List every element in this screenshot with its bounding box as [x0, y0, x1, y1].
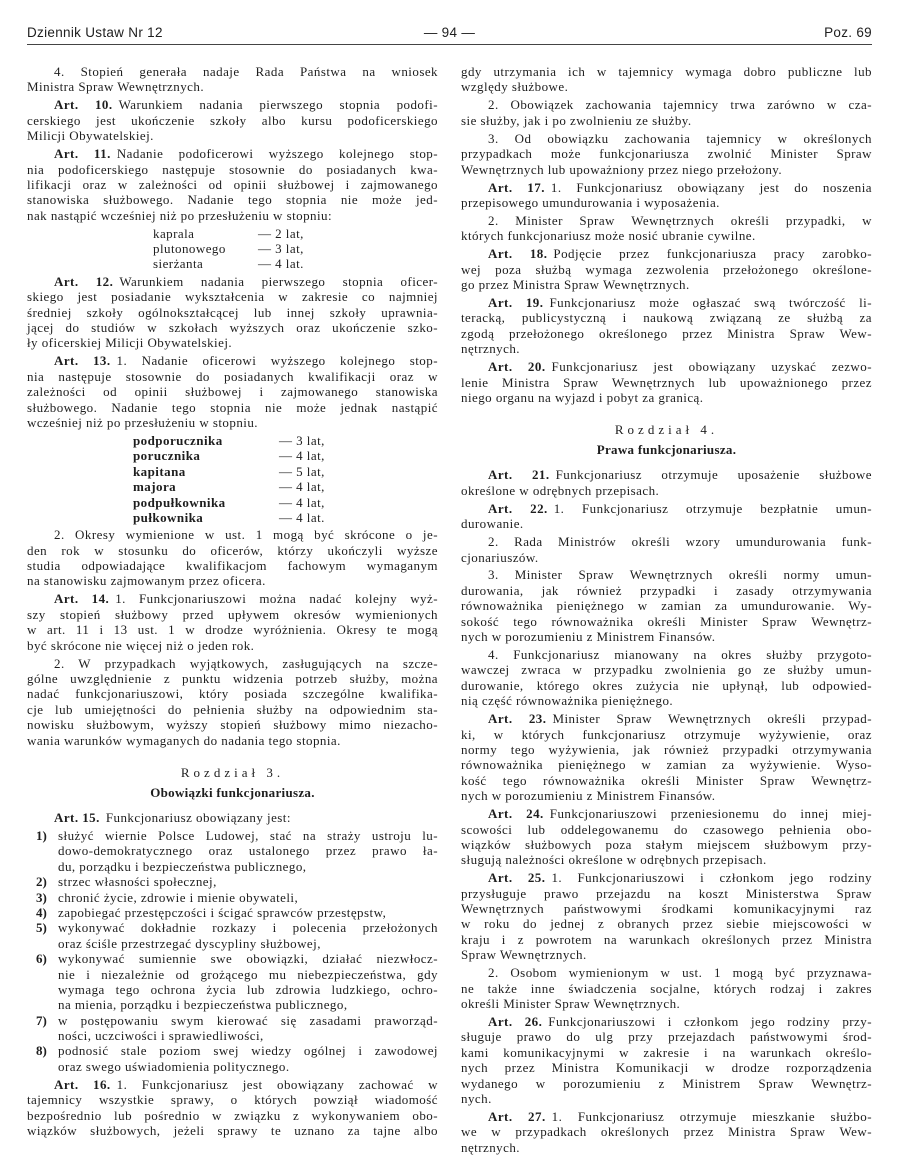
item-text — [58, 1013, 438, 1044]
article-number: Art. 12. — [54, 273, 114, 289]
text-line: lifikacji oraz w zależności od opinii służbowej i zajmowanego — [27, 176, 438, 192]
rank-period-table — [27, 226, 438, 272]
article-paragraph — [27, 353, 438, 430]
text-line: ności, uczciwości i sprawiedliwości, — [58, 1028, 264, 1044]
service-period: — 2 lat, — [258, 225, 304, 241]
rank-name: pułkownika — [133, 509, 204, 525]
text-line — [27, 353, 438, 368]
text-run: 1. Nadanie oficerowi wyższego kolejnego stop- — [116, 353, 438, 369]
rank-name: plutonowego — [153, 241, 226, 257]
text-line: du, porządku i bezpieczeństwa publicznego, — [58, 858, 307, 874]
article-paragraph — [461, 1014, 872, 1106]
text-line — [461, 467, 872, 482]
table-row — [27, 241, 438, 256]
text-line: określone w odrębnych przepisach. — [461, 482, 660, 498]
text-run: Funkcjonariusz może ogłaszać swą twórczość li- — [549, 295, 872, 311]
text-run: Nadanie podoficerowi wyższego kolejnego stop- — [116, 146, 438, 162]
list-item — [27, 1043, 438, 1074]
text-line: sługują należności określone w odrębnych przepisach. — [461, 852, 767, 868]
paragraph — [461, 97, 872, 128]
right-column — [461, 64, 872, 1158]
text-line: chronić życie, zdrowie i mienie obywateli, — [58, 889, 299, 905]
text-line: studia odpowiadające kwalifikacjom fachowym wymaganym — [27, 558, 438, 574]
text-line — [27, 97, 438, 112]
paragraph — [461, 131, 872, 177]
list-item — [27, 920, 438, 951]
article-number: Art. 26. — [488, 1013, 543, 1029]
text-run: 1. Funkcjonariuszowi można nadać kolejny wyż- — [115, 591, 438, 607]
article-paragraph — [461, 180, 872, 211]
text-run: 1. Funkcjonariusz obowiązany jest do noszenia — [550, 179, 872, 195]
text-line: nych w porozumieniu z Ministrem Finansów. — [461, 788, 716, 804]
chapter-subtitle: Obowiązki funkcjonariusza. — [150, 784, 315, 800]
article-paragraph — [461, 246, 872, 292]
chapter-heading — [27, 764, 438, 804]
rank-name: podpułkownika — [133, 494, 226, 510]
article-paragraph — [461, 870, 872, 962]
item-number: 7) — [36, 1012, 47, 1028]
text-line: oraz ściśle przestrzegać dyscypliny służbowej, — [58, 935, 321, 951]
text-line: 4. Funkcjonariusz mianowany na okres służby przygoto- — [488, 647, 872, 663]
table-row — [27, 479, 438, 494]
text-line: we w przypadkach określonych przez Ministra Spraw Wew- — [461, 1124, 872, 1140]
item-number: 4) — [36, 904, 47, 920]
article-number: Art. 17. — [488, 179, 545, 195]
list-item — [27, 874, 438, 889]
article-number: Art. 11. — [54, 146, 111, 162]
text-run: Funkcjonariuszowi przeniesionemu do innej miej- — [549, 806, 872, 822]
text-line: strzec własności społecznej, — [58, 874, 217, 890]
rank-name: sierżanta — [153, 256, 204, 272]
article-number: Art. 24. — [488, 806, 544, 822]
text-line: w postępowaniu swym kierować się zasadami praworząd- — [58, 1012, 438, 1028]
paragraph — [27, 656, 438, 748]
article-paragraph — [27, 810, 438, 825]
text-line — [461, 501, 872, 516]
text-line: 2. W przypadkach wyjątkowych, zasługujących na szcze- — [54, 655, 438, 671]
text-line: podnosić stale poziom swej wiedzy ogólnej i zawodowej — [58, 1043, 438, 1059]
item-text — [58, 905, 438, 920]
text-line — [461, 180, 872, 195]
article-paragraph — [27, 97, 438, 143]
text-run: Funkcjonariusz obowiązany jest: — [105, 809, 291, 825]
table-row — [27, 448, 438, 463]
article-number: Art. 25. — [488, 870, 546, 886]
text-line: zgodą przełożonego określonego przez Ministra Spraw Wew- — [461, 325, 872, 341]
item-text — [58, 890, 438, 905]
article-paragraph — [461, 806, 872, 868]
table-row — [27, 256, 438, 271]
item-number: 5) — [36, 920, 47, 936]
paragraph — [461, 64, 872, 95]
text-line: kraju i z powrotem na warunkach określonych przez Ministra — [461, 931, 872, 947]
text-line: teracką, publicystyczną i naukową związaną ze służbą za — [461, 310, 872, 326]
text-line: durowanie, którego okres zużycia nie upłynął, lub odpowied- — [461, 677, 872, 693]
text-line: 2. Osobom wymienionym w ust. 1 mogą być przyznawa- — [488, 965, 872, 981]
text-line: wania warunków wymaganych do nadania tego stopnia. — [27, 732, 341, 748]
text-line: 3. Minister Spraw Wewnętrznych określi normy umun- — [488, 567, 872, 583]
text-line: na stanowisku zajmowanym przez oficera. — [27, 573, 266, 589]
position-number: Poz. 69 — [824, 25, 872, 40]
text-line: skiego jest posiadanie wykształcenia w zakresie co najmniej — [27, 289, 438, 305]
service-period: — 5 lat, — [279, 463, 325, 479]
text-line: nętrznych. — [461, 341, 521, 357]
table-row — [27, 226, 438, 241]
text-line: ły oficerskiej Milicji Obywatelskiej. — [27, 335, 233, 351]
text-run: Minister Spraw Wewnętrznych określi przypad- — [552, 711, 872, 727]
item-number: 6) — [36, 951, 47, 967]
table-row — [27, 464, 438, 479]
chapter-title: Rozdział 3. — [180, 764, 285, 780]
item-text — [58, 874, 438, 889]
text-line: normy tego wyżywienia, jak również przypadki otrzymywania — [461, 741, 872, 757]
text-line: 2. Rada Ministrów określi wzory umundurowania funk- — [488, 534, 872, 550]
text-line: sie służby, jak i po zwolnieniu ze służby. — [461, 112, 692, 128]
text-line: równoważnika pieniężnego w zamian za umundurowanie. Wy- — [461, 598, 872, 614]
text-line: przepisowego umundurowania i wyposażenia. — [461, 194, 720, 210]
text-line: nią część równoważnika pieniężnego. — [461, 693, 674, 709]
text-line: dowo-demokratycznego oraz ustalonego przez prawo ła- — [58, 843, 438, 859]
service-period: — 3 lat, — [279, 432, 325, 448]
article-paragraph — [461, 295, 872, 357]
text-line: być skrócone nie więcej niż o jeden rok. — [27, 637, 255, 653]
article-paragraph — [461, 467, 872, 498]
text-line — [461, 1014, 872, 1029]
text-line — [27, 810, 438, 825]
list-item — [27, 828, 438, 874]
table-row — [27, 510, 438, 525]
text-line: zależności od opinii służbowej i zajmowanego stanowiska — [27, 384, 438, 400]
rank-name: porucznika — [133, 448, 201, 464]
text-line: nych przez Ministra Komunikacji w drodze rozporządzenia — [461, 1060, 872, 1076]
text-line: Wewnętrznych państwowymi środkami komunikacyjnymi raz — [461, 901, 872, 917]
text-line: scowości lub oddelegowanemu do czasowego pełnienia obo- — [461, 821, 872, 837]
text-line: szy stopień służbowy przed upływem okresów wymienionych — [27, 606, 438, 622]
text-line: lenie Ministra Spraw Wewnętrznych lub upoważnionego przez — [461, 374, 872, 390]
text-line: Ministra Spraw Wewnętrznych. — [27, 79, 205, 95]
paragraph — [27, 64, 438, 95]
article-paragraph — [461, 1109, 872, 1155]
article-number: Art. 14. — [54, 591, 110, 607]
text-line: względy służbowe. — [461, 79, 569, 95]
article-number: Art. 27. — [488, 1108, 546, 1124]
text-line: stanowiska służbowego. Nadanie tego stopnia nie może jed- — [27, 192, 438, 208]
article-number: Art. 20. — [488, 359, 546, 375]
duties-list — [27, 828, 438, 1074]
article-number: Art. 10. — [54, 97, 113, 113]
text-line: 2. Okresy wymienione w ust. 1 mogą być skrócone o je- — [54, 527, 438, 543]
text-line: wej poza służbą wymaga zezwolenia przełożonego określone- — [461, 261, 872, 277]
item-number: 1) — [36, 827, 47, 843]
paragraph — [461, 567, 872, 644]
text-line: określi Minister Spraw Wewnętrznych. — [461, 996, 681, 1011]
article-number: Art. 16. — [54, 1076, 111, 1092]
text-line: nowisku służbowym, wyższy stopień służbowy mimo niezacho- — [27, 717, 438, 733]
text-line: Wewnętrznych lub upoważniony przez niego przełożony. — [461, 161, 783, 177]
text-line: wawczej zwraca w przypadku zwolnienia go ze służby umun- — [461, 662, 872, 678]
article-number: Art. 23. — [488, 711, 547, 727]
text-line: wykonywać dokładnie rozkazy i polecenia przełożonych — [58, 920, 438, 936]
service-period: — 4 lat, — [279, 494, 325, 510]
article-paragraph — [461, 711, 872, 803]
list-item — [27, 951, 438, 1013]
text-run: 1. Funkcjonariusz jest obowiązany zachować w — [116, 1076, 438, 1092]
text-line: wiązków służbowych, jeżeli sprawy te uznano za tajne albo — [27, 1123, 438, 1138]
service-period: — 4 lat. — [279, 509, 325, 525]
text-line: na mienia, porządku i bezpieczeństwa publicznego, — [58, 997, 348, 1013]
text-line — [27, 591, 438, 606]
rank-name: kapitana — [133, 463, 186, 479]
text-line: służyć wiernie Polsce Ludowej, stać na straży ustroju lu- — [58, 827, 438, 843]
chapter-heading — [461, 421, 872, 461]
service-period: — 3 lat, — [258, 241, 304, 257]
text-line: nie i niezależnie od grożącego mu niebezpieczeństwa, gdy — [58, 966, 438, 982]
rank-period-table — [27, 433, 438, 525]
text-line: kość tego równoważnika określi Minister Spraw Wewnętrz- — [461, 772, 872, 788]
text-line: gdy utrzymania ich w tajemnicy wymaga dobro publiczne lub — [461, 64, 872, 79]
page-number: — 94 — — [423, 25, 476, 40]
paragraph — [461, 213, 872, 244]
text-line: średniej szkoły ogólnokształcącej lub innej szkoły uprawnia- — [27, 304, 438, 320]
text-line: Milicji Obywatelskiej. — [27, 128, 154, 144]
text-line: cje lub umiejętności do pełnienia służby na odpowiednim sta- — [27, 701, 438, 717]
text-line — [461, 870, 872, 885]
service-period: — 4 lat, — [279, 448, 325, 464]
article-paragraph — [27, 274, 438, 351]
text-line: durowanie. — [461, 516, 524, 532]
paragraph — [461, 647, 872, 709]
paragraph — [461, 965, 872, 1011]
text-line: równoważnika pieniężnego w zamian za wyżywienie. Wyso- — [461, 757, 872, 773]
chapter-subtitle: Prawa funkcjonariusza. — [596, 442, 737, 458]
item-number: 3) — [36, 889, 47, 905]
list-item — [27, 890, 438, 905]
text-line: nak nastąpić wcześniej niż po przesłużeniu w stopniu: — [27, 207, 333, 223]
article-number: Art. 21. — [488, 467, 550, 483]
text-line: 4. Stopień generała nadaje Rada Państwa na wniosek — [54, 64, 438, 79]
text-line: wykonywać sumiennie swe obowiązki, działać niezwłocz- — [58, 951, 438, 967]
text-line: wcześniej niż po przesłużeniu w stopniu. — [27, 414, 258, 430]
text-line: wydanego w porozumieniu z Ministrem Spraw Wewnętrz- — [461, 1075, 872, 1091]
text-line: den rok w stosunku do oficerów, którzy ukończyli wyższe — [27, 542, 438, 558]
paragraph — [461, 534, 872, 565]
text-line — [461, 711, 872, 726]
text-line — [461, 359, 872, 374]
text-line: go przez Ministra Spraw Wewnętrznych. — [461, 277, 690, 293]
text-run: Warunkiem nadania pierwszego stopnia oficer- — [119, 273, 438, 289]
text-line: bezpośrednio lub pośrednio w związku z wykonywaniem obo- — [27, 1107, 438, 1123]
item-number: 2) — [36, 874, 47, 890]
article-paragraph — [461, 501, 872, 532]
service-period: — 4 lat, — [279, 479, 325, 495]
text-line: służbowego. Nadanie tego stopnia nie może jednak nastąpić — [27, 399, 438, 415]
text-line: tajemnicy wszystkie sprawy, o których powziął wiadomość — [27, 1092, 438, 1108]
text-line: zapobiegać przestępczości i ścigać sprawców przestępstw, — [58, 904, 387, 920]
article-paragraph — [27, 146, 438, 223]
page-header — [27, 22, 872, 45]
text-run: Warunkiem nadania pierwszego stopnia podofi- — [118, 97, 438, 113]
article-paragraph — [461, 359, 872, 405]
item-text — [58, 951, 438, 1013]
item-text — [58, 828, 438, 874]
text-line: ki, w których funkcjonariusz otrzymuje wyżywienie, oraz — [461, 726, 872, 742]
text-line — [27, 1077, 438, 1092]
text-line: gólne uwzględnienie z punktu widzenia potrzeb służby, można — [27, 671, 438, 686]
text-line: 3. Od obowiązku zachowania tajemnicy w określonych — [488, 130, 872, 146]
text-line: w art. 11 i 13 ust. 1 w drodze wyróżnienia. Okresy te mogą — [27, 622, 438, 638]
text-run: Funkcjonariuszowi i członkom jego rodziny przy- — [548, 1013, 872, 1029]
table-row — [27, 495, 438, 510]
text-line — [27, 146, 438, 161]
text-line: nych w porozumieniu z Ministrem Finansów. — [461, 629, 716, 645]
text-line: nadać funkcjonariuszowi, który posiada szczególne kwalifika- — [27, 686, 438, 702]
text-line — [461, 246, 872, 261]
article-paragraph — [27, 1077, 438, 1139]
text-line: 2. Minister Spraw Wewnętrznych określi przypadki, w — [488, 212, 872, 228]
list-item — [27, 1013, 438, 1044]
article-paragraph — [27, 591, 438, 653]
text-run: Funkcjonariusz otrzymuje uposażenie służbowe — [555, 467, 872, 483]
paragraph — [27, 527, 438, 589]
article-number: Art. 19. — [488, 295, 544, 311]
text-run: 1. Funkcjonariusz otrzymuje mieszkanie służbo- — [551, 1108, 872, 1124]
item-text — [58, 920, 438, 951]
text-line: niego organu na wyjazd i pobyt za granicą. — [461, 389, 704, 405]
article-number: Art. 18. — [488, 246, 548, 262]
text-line: nych. — [461, 1090, 492, 1106]
text-line: których funkcjonariusz może nosić ubranie cywilne. — [461, 228, 756, 244]
text-line: oraz swego uświadomienia politycznego. — [58, 1058, 290, 1074]
text-run: 1. Funkcjonariuszowi i członkom jego rodziny — [551, 870, 873, 886]
item-text — [58, 1043, 438, 1074]
left-column — [27, 64, 438, 1141]
text-line: sokość tego równoważnika określi Minister Spraw Wewnętrz- — [461, 613, 872, 629]
rank-name: podporucznika — [133, 432, 223, 448]
rank-name: majora — [133, 479, 177, 495]
text-line: durowania, jak również przypadki i zasady otrzymywania — [461, 582, 872, 598]
list-item — [27, 905, 438, 920]
article-number: Art. 22. — [488, 500, 548, 516]
journal-title: Dziennik Ustaw Nr 12 — [27, 25, 163, 40]
chapter-title: Rozdział 4. — [614, 422, 719, 438]
text-line: nia następuje stosownie do posiadanych kwalifikacji oraz w — [27, 368, 438, 384]
rank-name: kaprala — [153, 225, 195, 241]
text-run: 1. Funkcjonariusz otrzymuje bezpłatnie umun- — [553, 500, 872, 516]
article-number: Art. 15. — [54, 809, 100, 825]
text-run: Funkcjonariusz jest obowiązany uzyskać zezwo- — [551, 359, 872, 375]
text-line: wiązków służbowych poza stałym miejscem służbowym przy- — [461, 836, 872, 852]
text-line: cerskiego jest ukończenie szkoły albo kursu podoficerskiego — [27, 112, 438, 128]
text-line: 2. Obowiązek zachowania tajemnicy trwa zarówno w cza- — [488, 97, 872, 113]
text-line — [461, 1109, 872, 1124]
text-line: ne także inne świadczenia socjalne, których rodzaj i zakres — [461, 980, 872, 996]
item-number: 8) — [36, 1043, 47, 1059]
text-line: cjonariuszów. — [461, 549, 539, 565]
service-period: — 4 lat. — [258, 256, 304, 272]
table-row — [27, 433, 438, 448]
text-line: Spraw Wewnętrznych. — [461, 947, 587, 963]
text-line: w roku do jednej z obranych przez siebie miejscowości w — [461, 916, 872, 932]
text-line — [461, 295, 872, 310]
text-line: jącej do studiów w szkołach wyższych oraz ukończenie szko- — [27, 320, 438, 336]
text-line: nętrznych. — [461, 1139, 521, 1155]
text-line: sługuje prawo do ulg przy przejazdach państwowymi środ- — [461, 1029, 872, 1045]
text-line: nia podoficerskiego następuje stosownie do posiadanych kwa- — [27, 161, 438, 177]
article-number: Art. 13. — [54, 353, 111, 369]
text-line — [461, 806, 872, 821]
text-line: przysługuje prawo przejazdu na koszt Ministerstwa Spraw — [461, 885, 872, 901]
text-line: przypadkach może funkcjonariusza zwolnić Minister Spraw — [461, 146, 872, 162]
text-line — [27, 274, 438, 289]
text-line: kami komunikacyjnymi w zakresie i na warunkach określo- — [461, 1044, 872, 1060]
text-run: Podjęcie przez funkcjonariusza pracy zarobko- — [553, 246, 872, 262]
text-line: wymaga tego ochrona życia lub zdrowia ludzkiego, ochro- — [58, 981, 438, 997]
